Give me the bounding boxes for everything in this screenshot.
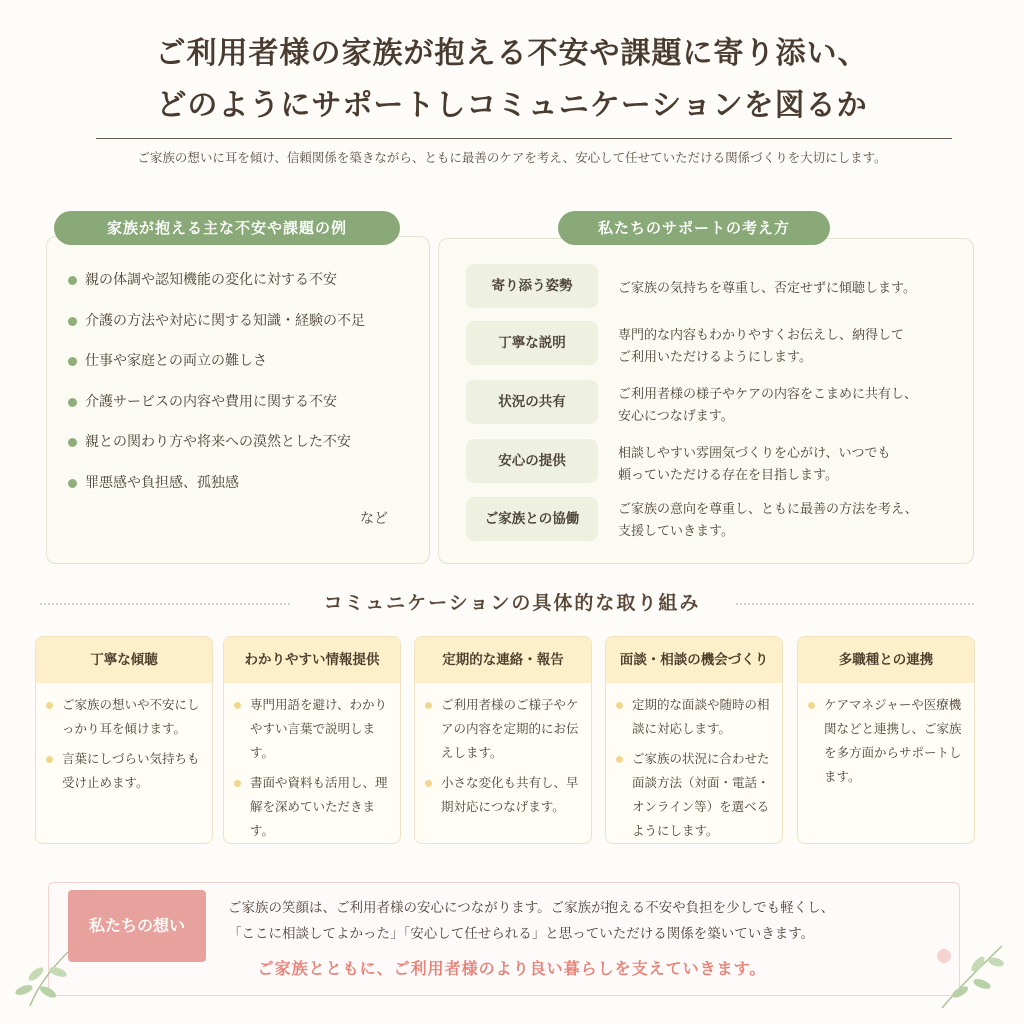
support-desc-line-2: 頼っていただける存在を目指します。 <box>618 468 838 483</box>
initiative-card <box>35 636 213 844</box>
support-heading: 私たちのサポートの考え方 <box>558 211 830 245</box>
card-body <box>798 683 974 789</box>
card-item: 言葉にしづらい気持ちも受け止めます。 <box>52 747 202 795</box>
support-desc-line-1: ご家族の気持ちを尊重し、否定せずに傾聴します。 <box>618 281 916 296</box>
leaf-decoration-right-icon <box>930 936 1010 1012</box>
support-description <box>618 443 958 487</box>
support-desc-line-1: ご利用者様の様子やケアの内容をこまめに共有し、 <box>618 387 918 402</box>
support-desc-line-1: 相談しやすい雰囲気づくりを心がけ、いつでも <box>618 446 891 461</box>
support-tag: 寄り添う姿勢 <box>466 264 598 308</box>
card-item: 定期的な面談や随時の相談に対応します。 <box>622 693 772 741</box>
thoughts-emphasis: ご家族とともに、ご利用者様のより良い暮らしを支えていきます。 <box>257 959 767 978</box>
bullet-dot-icon <box>68 479 77 488</box>
card-title: 定期的な連絡・報告 <box>415 637 591 683</box>
initiative-card <box>414 636 592 844</box>
list-item <box>68 390 418 431</box>
support-description <box>618 499 958 543</box>
issue-text: 介護サービスの内容や費用に関する不安 <box>85 393 337 410</box>
bullet-dot-icon <box>68 317 77 326</box>
issue-text: 介護の方法や対応に関する知識・経験の不足 <box>85 312 365 329</box>
initiatives-heading: コミュニケーションの具体的な取り組み <box>323 592 701 614</box>
issue-text: 仕事や家庭との両立の難しさ <box>85 353 267 369</box>
list-item <box>68 309 418 350</box>
support-row <box>466 321 956 367</box>
support-row <box>466 439 956 485</box>
card-title: わかりやすい情報提供 <box>224 637 400 683</box>
thoughts-line-2: 「ここに相談してよかった」「安心して任せられる」と思っていただける関係を築いていきます。 <box>228 926 815 942</box>
support-desc-line-2: 安心につなげます。 <box>618 409 734 424</box>
card-title: 面談・相談の機会づくり <box>606 637 782 683</box>
issue-text: 罪悪感や負担感、孤独感 <box>85 474 239 491</box>
bullet-dot-icon <box>68 438 77 447</box>
thoughts-text <box>228 895 948 947</box>
list-item <box>68 349 418 390</box>
page-title <box>0 28 1024 132</box>
initiative-card <box>797 636 975 844</box>
page-subtitle: ご家族の想いに耳を傾け、信頼関係を築きながら、ともに最善のケアを考え、安心して任せていただける関係づくりを大切にします。 <box>137 150 887 165</box>
support-desc-line-1: 専門的な内容もわかりやすくお伝えし、納得して <box>618 328 905 343</box>
initiative-card <box>605 636 783 844</box>
support-description <box>618 384 958 428</box>
card-item: 小さな変化も共有し、早期対応につなげます。 <box>431 771 581 819</box>
card-item: 専門用語を避け、わかりやすい言葉で説明します。 <box>240 693 390 765</box>
card-title: 丁寧な傾聴 <box>36 637 212 683</box>
support-desc-line-2: 支援していきます。 <box>618 524 734 539</box>
list-item <box>68 268 418 309</box>
card-body <box>415 683 591 819</box>
bullet-dot-icon <box>68 398 77 407</box>
card-body <box>224 683 400 843</box>
section-divider-right <box>736 603 974 605</box>
bullet-dot-icon <box>68 276 77 285</box>
support-row <box>466 380 956 426</box>
card-item: 書面や資料も活用し、理解を深めていただきます。 <box>240 771 390 843</box>
support-tag: ご家族との協働 <box>466 497 598 541</box>
support-row <box>466 264 956 310</box>
card-item: ご家族の想いや不安にしっかり耳を傾けます。 <box>52 693 202 741</box>
issue-text: 親との関わり方や将来への漠然とした不安 <box>85 434 351 450</box>
card-body <box>36 683 212 795</box>
card-title: 多職種との連携 <box>798 637 974 683</box>
thoughts-line-1: ご家族の笑顔は、ご利用者様の安心につながります。ご家族が抱える不安や負担を少しでも軽くし、 <box>228 900 835 916</box>
support-row <box>466 497 956 543</box>
issues-heading: 家族が抱える主な不安や課題の例 <box>54 211 400 245</box>
support-description <box>618 278 958 300</box>
initiative-card <box>223 636 401 844</box>
title-line-1: ご利用者様の家族が抱える不安や課題に寄り添い、 <box>155 36 869 71</box>
support-tag: 丁寧な説明 <box>466 321 598 365</box>
support-description <box>618 325 958 369</box>
list-item <box>68 430 418 471</box>
card-item: ケアマネジャーや医療機関などと連携し、ご家族を多方面からサポートします。 <box>814 693 964 789</box>
card-body <box>606 683 782 843</box>
issue-text: 親の体調や認知機能の変化に対する不安 <box>85 272 337 288</box>
support-desc-line-2: ご利用いただけるようにします。 <box>618 350 812 365</box>
bullet-dot-icon <box>68 357 77 366</box>
support-desc-line-1: ご家族の意向を尊重し、ともに最善の方法を考え、 <box>618 502 918 517</box>
card-item: ご利用者様のご様子やケアの内容を定期的にお伝えします。 <box>431 693 581 765</box>
issues-etc: など <box>360 511 388 527</box>
title-line-2: どのようにサポートしコミュニケーションを図るか <box>156 88 868 123</box>
leaf-decoration-left-icon <box>10 940 80 1010</box>
thoughts-label: 私たちの想い <box>68 890 206 962</box>
support-tag: 状況の共有 <box>466 380 598 424</box>
title-divider <box>96 138 952 139</box>
card-item: ご家族の状況に合わせた面談方法（対面・電話・オンライン等）を選べるようにします。 <box>622 747 772 843</box>
list-item <box>68 471 418 512</box>
issues-list <box>68 268 418 511</box>
support-tag: 安心の提供 <box>466 439 598 483</box>
